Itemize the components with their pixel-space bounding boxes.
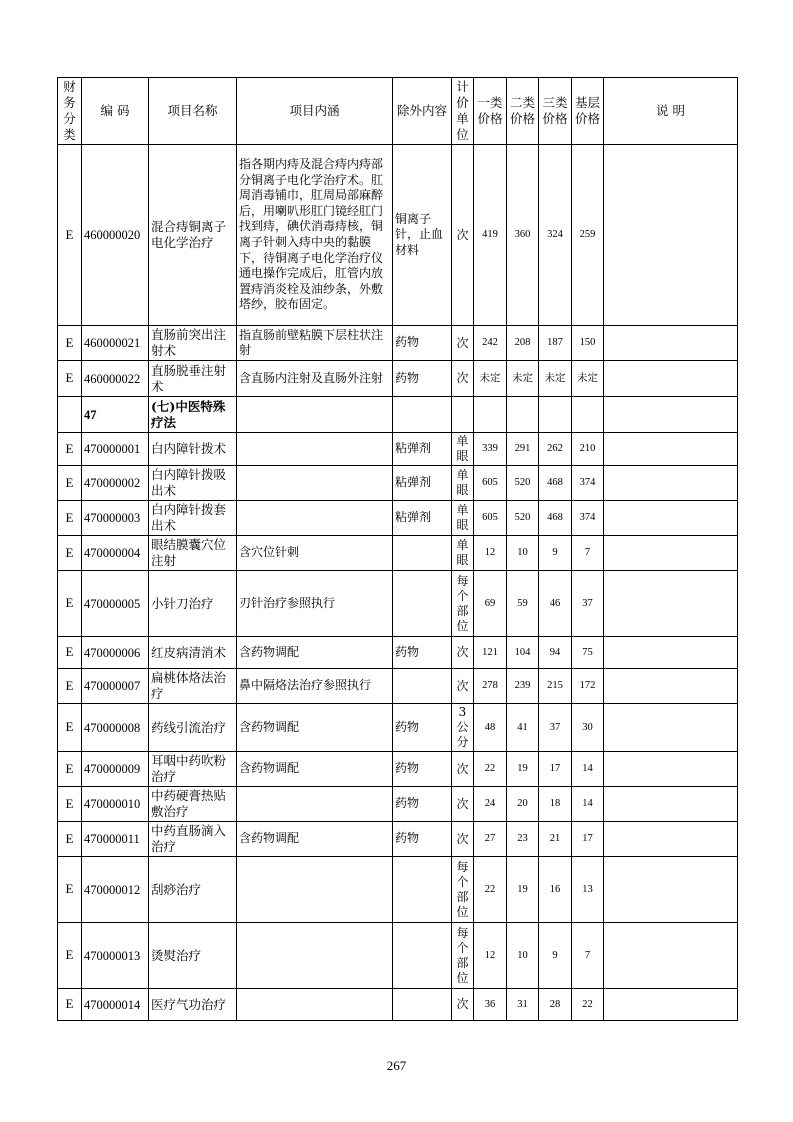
row-base-price: 7 <box>572 923 604 989</box>
row-code: 460000020 <box>82 145 149 326</box>
row-unit: 次 <box>452 669 474 704</box>
row-base-price: 374 <box>572 466 604 501</box>
row-notes <box>604 637 738 669</box>
row-code: 470000014 <box>82 989 149 1021</box>
row-content: 指各期内痔及混合痔内痔部分铜离子电化学治疗术。肛周消毒铺巾，肛周局部麻醉后，用喇叭形肛门镜经肛门找到痔，碘伏消毒痔核，铜离子针刺入痔中央的黏膜下，待铜离子电化学治疗仪通电操作完成后，肛管内放置痔消炎栓及油纱条，外敷塔纱，胶布固定。 <box>237 145 393 326</box>
row-name: 红皮病清消术 <box>149 637 237 669</box>
row-unit: 次 <box>452 787 474 822</box>
row-price3: 468 <box>539 466 572 501</box>
row-notes <box>604 536 738 571</box>
row-base-price: 37 <box>572 571 604 637</box>
row-price1: 419 <box>474 145 507 326</box>
row-exclude: 药物 <box>393 704 452 752</box>
row-category: E <box>58 637 82 669</box>
row-unit: 次 <box>452 361 474 397</box>
row-content <box>237 923 393 989</box>
row-price3: 324 <box>539 145 572 326</box>
row-price3: 187 <box>539 326 572 361</box>
row-code: 470000008 <box>82 704 149 752</box>
row-name: 眼结膜囊穴位注射 <box>149 536 237 571</box>
row-price3: 16 <box>539 857 572 923</box>
row-unit: 次 <box>452 637 474 669</box>
fee-schedule-table <box>57 77 738 1021</box>
row-base-price: 75 <box>572 637 604 669</box>
header-unit: 计价单位 <box>452 78 474 145</box>
table-row <box>58 433 738 466</box>
row-name: 扁桃体烙法治疗 <box>149 669 237 704</box>
row-base-price: 13 <box>572 857 604 923</box>
row-price2: 291 <box>507 433 539 466</box>
row-code: 470000003 <box>82 501 149 536</box>
row-content: 含药物调配 <box>237 704 393 752</box>
row-price1: 278 <box>474 669 507 704</box>
row-name: 中药硬膏热贴敷治疗 <box>149 787 237 822</box>
row-unit: 次 <box>452 145 474 326</box>
row-price3: 9 <box>539 536 572 571</box>
row-price1: 27 <box>474 822 507 857</box>
table-row <box>58 145 738 326</box>
row-price2: 104 <box>507 637 539 669</box>
row-exclude <box>393 397 452 433</box>
row-notes <box>604 433 738 466</box>
row-content <box>237 501 393 536</box>
row-price1: 69 <box>474 571 507 637</box>
row-code: 460000022 <box>82 361 149 397</box>
header-content: 项目内涵 <box>237 78 393 145</box>
row-category: E <box>58 536 82 571</box>
row-exclude: 粘弹剂 <box>393 501 452 536</box>
row-exclude: 粘弹剂 <box>393 433 452 466</box>
row-content: 含直肠内注射及直肠外注射 <box>237 361 393 397</box>
row-unit: 每个部位 <box>452 923 474 989</box>
row-category: E <box>58 989 82 1021</box>
row-price2: 23 <box>507 822 539 857</box>
table-row <box>58 857 738 923</box>
row-name: (七)中医特殊疗法 <box>149 397 237 433</box>
row-unit: 次 <box>452 752 474 787</box>
row-notes <box>604 787 738 822</box>
row-category: E <box>58 501 82 536</box>
page-number: 267 <box>386 1058 407 1073</box>
row-name: 刮痧治疗 <box>149 857 237 923</box>
row-name: 直肠前突出注射术 <box>149 326 237 361</box>
table-row <box>58 326 738 361</box>
row-name: 混合痔铜离子电化学治疗 <box>149 145 237 326</box>
row-price2: 20 <box>507 787 539 822</box>
row-category: E <box>58 857 82 923</box>
header-exclude: 除外内容 <box>393 78 452 145</box>
table-row <box>58 822 738 857</box>
row-unit: 次 <box>452 989 474 1021</box>
row-code: 470000006 <box>82 637 149 669</box>
row-content: 刃针治疗参照执行 <box>237 571 393 637</box>
row-code: 470000007 <box>82 669 149 704</box>
header-name: 项目名称 <box>149 78 237 145</box>
row-unit: 单眼 <box>452 433 474 466</box>
row-exclude: 铜离子针，止血材料 <box>393 145 452 326</box>
table-row <box>58 536 738 571</box>
row-code: 470000005 <box>82 571 149 637</box>
row-price1: 242 <box>474 326 507 361</box>
row-notes <box>604 466 738 501</box>
row-exclude: 药物 <box>393 361 452 397</box>
row-price2: 19 <box>507 857 539 923</box>
row-price1: 48 <box>474 704 507 752</box>
row-price2: 208 <box>507 326 539 361</box>
row-name: 白内障针拨术 <box>149 433 237 466</box>
row-category: E <box>58 433 82 466</box>
section-row <box>58 397 738 433</box>
row-notes <box>604 397 738 433</box>
row-base-price: 172 <box>572 669 604 704</box>
row-exclude <box>393 536 452 571</box>
row-price2: 360 <box>507 145 539 326</box>
row-code: 470000002 <box>82 466 149 501</box>
row-price2: 10 <box>507 536 539 571</box>
row-price1: 22 <box>474 752 507 787</box>
row-unit: 每个部位 <box>452 571 474 637</box>
row-exclude: 药物 <box>393 787 452 822</box>
row-price1: 121 <box>474 637 507 669</box>
row-price2: 59 <box>507 571 539 637</box>
row-content <box>237 433 393 466</box>
table-row <box>58 637 738 669</box>
row-notes <box>604 571 738 637</box>
header-notes: 说 明 <box>604 78 738 145</box>
row-notes <box>604 822 738 857</box>
row-notes <box>604 704 738 752</box>
row-base-price: 未定 <box>572 361 604 397</box>
row-code: 470000001 <box>82 433 149 466</box>
row-price3: 262 <box>539 433 572 466</box>
row-price3 <box>539 397 572 433</box>
row-content <box>237 989 393 1021</box>
row-price3: 37 <box>539 704 572 752</box>
row-price2: 520 <box>507 466 539 501</box>
row-exclude: 药物 <box>393 637 452 669</box>
row-category: E <box>58 669 82 704</box>
row-price2: 10 <box>507 923 539 989</box>
row-unit: 次 <box>452 326 474 361</box>
row-price2: 41 <box>507 704 539 752</box>
row-notes <box>604 923 738 989</box>
row-price3: 28 <box>539 989 572 1021</box>
row-notes <box>604 361 738 397</box>
row-content <box>237 857 393 923</box>
row-unit: 单眼 <box>452 501 474 536</box>
row-exclude <box>393 989 452 1021</box>
row-price1: 605 <box>474 466 507 501</box>
row-exclude: 药物 <box>393 326 452 361</box>
row-code: 460000021 <box>82 326 149 361</box>
row-code: 47 <box>82 397 149 433</box>
row-category: E <box>58 326 82 361</box>
table-row <box>58 501 738 536</box>
row-notes <box>604 145 738 326</box>
row-content: 含药物调配 <box>237 637 393 669</box>
row-price1: 339 <box>474 433 507 466</box>
row-category: E <box>58 466 82 501</box>
row-base-price: 30 <box>572 704 604 752</box>
row-category: E <box>58 704 82 752</box>
row-code: 470000012 <box>82 857 149 923</box>
header-price2: 二类价格 <box>507 78 539 145</box>
row-exclude: 药物 <box>393 822 452 857</box>
row-name: 白内障针拨吸出术 <box>149 466 237 501</box>
row-base-price: 14 <box>572 752 604 787</box>
row-base-price: 17 <box>572 822 604 857</box>
row-category: E <box>58 787 82 822</box>
table-row <box>58 989 738 1021</box>
row-category: E <box>58 361 82 397</box>
row-category: E <box>58 822 82 857</box>
row-price2: 31 <box>507 989 539 1021</box>
row-price1: 未定 <box>474 361 507 397</box>
row-base-price: 7 <box>572 536 604 571</box>
row-unit: 单眼 <box>452 466 474 501</box>
row-name: 药线引流治疗 <box>149 704 237 752</box>
row-content <box>237 466 393 501</box>
row-notes <box>604 669 738 704</box>
row-unit: 单眼 <box>452 536 474 571</box>
row-notes <box>604 752 738 787</box>
row-name: 烫熨治疗 <box>149 923 237 989</box>
row-code: 470000004 <box>82 536 149 571</box>
row-price3: 17 <box>539 752 572 787</box>
row-price3: 46 <box>539 571 572 637</box>
row-category <box>58 397 82 433</box>
row-code: 470000013 <box>82 923 149 989</box>
row-category: E <box>58 571 82 637</box>
row-notes <box>604 501 738 536</box>
row-unit: 3公分 <box>452 704 474 752</box>
row-code: 470000010 <box>82 787 149 822</box>
row-price2: 520 <box>507 501 539 536</box>
table-row <box>58 704 738 752</box>
row-price3: 94 <box>539 637 572 669</box>
row-exclude: 粘弹剂 <box>393 466 452 501</box>
row-price1: 605 <box>474 501 507 536</box>
row-price2 <box>507 397 539 433</box>
row-price3: 21 <box>539 822 572 857</box>
row-price1: 36 <box>474 989 507 1021</box>
row-price2: 未定 <box>507 361 539 397</box>
header-category: 财务分类 <box>58 78 82 145</box>
table-row <box>58 923 738 989</box>
row-price3: 215 <box>539 669 572 704</box>
header-code: 编 码 <box>82 78 149 145</box>
row-category: E <box>58 145 82 326</box>
table-row <box>58 787 738 822</box>
row-content <box>237 787 393 822</box>
row-unit <box>452 397 474 433</box>
table-row <box>58 571 738 637</box>
row-price1: 24 <box>474 787 507 822</box>
row-price3: 9 <box>539 923 572 989</box>
row-price3: 18 <box>539 787 572 822</box>
row-name: 直肠脱垂注射术 <box>149 361 237 397</box>
row-price3: 468 <box>539 501 572 536</box>
row-notes <box>604 326 738 361</box>
row-unit: 每个部位 <box>452 857 474 923</box>
header-price3: 三类价格 <box>539 78 572 145</box>
row-content <box>237 397 393 433</box>
row-price2: 239 <box>507 669 539 704</box>
table-row <box>58 466 738 501</box>
row-base-price: 374 <box>572 501 604 536</box>
row-price3: 未定 <box>539 361 572 397</box>
row-base-price: 259 <box>572 145 604 326</box>
row-price1 <box>474 397 507 433</box>
row-exclude <box>393 669 452 704</box>
row-price2: 19 <box>507 752 539 787</box>
row-base-price: 150 <box>572 326 604 361</box>
row-unit: 次 <box>452 822 474 857</box>
table-row <box>58 669 738 704</box>
row-base-price: 22 <box>572 989 604 1021</box>
row-exclude <box>393 923 452 989</box>
table-header-row <box>58 78 738 145</box>
row-name: 中药直肠滴入治疗 <box>149 822 237 857</box>
row-base-price: 210 <box>572 433 604 466</box>
row-base-price: 14 <box>572 787 604 822</box>
row-content: 含药物调配 <box>237 752 393 787</box>
row-base-price <box>572 397 604 433</box>
row-notes <box>604 857 738 923</box>
row-exclude <box>393 857 452 923</box>
row-exclude: 药物 <box>393 752 452 787</box>
row-exclude <box>393 571 452 637</box>
header-price1: 一类价格 <box>474 78 507 145</box>
row-price1: 12 <box>474 923 507 989</box>
row-code: 470000011 <box>82 822 149 857</box>
table-row <box>58 752 738 787</box>
row-category: E <box>58 923 82 989</box>
row-category: E <box>58 752 82 787</box>
row-name: 医疗气功治疗 <box>149 989 237 1021</box>
row-content: 鼻中隔烙法治疗参照执行 <box>237 669 393 704</box>
row-content: 含穴位针刺 <box>237 536 393 571</box>
table-row <box>58 361 738 397</box>
row-price1: 12 <box>474 536 507 571</box>
row-name: 耳咽中药吹粉治疗 <box>149 752 237 787</box>
row-content: 指直肠前壁粘膜下层柱状注射 <box>237 326 393 361</box>
row-name: 小针刀治疗 <box>149 571 237 637</box>
row-code: 470000009 <box>82 752 149 787</box>
header-base-price: 基层价格 <box>572 78 604 145</box>
row-notes <box>604 989 738 1021</box>
row-content: 含药物调配 <box>237 822 393 857</box>
row-name: 白内障针拨套出术 <box>149 501 237 536</box>
row-price1: 22 <box>474 857 507 923</box>
